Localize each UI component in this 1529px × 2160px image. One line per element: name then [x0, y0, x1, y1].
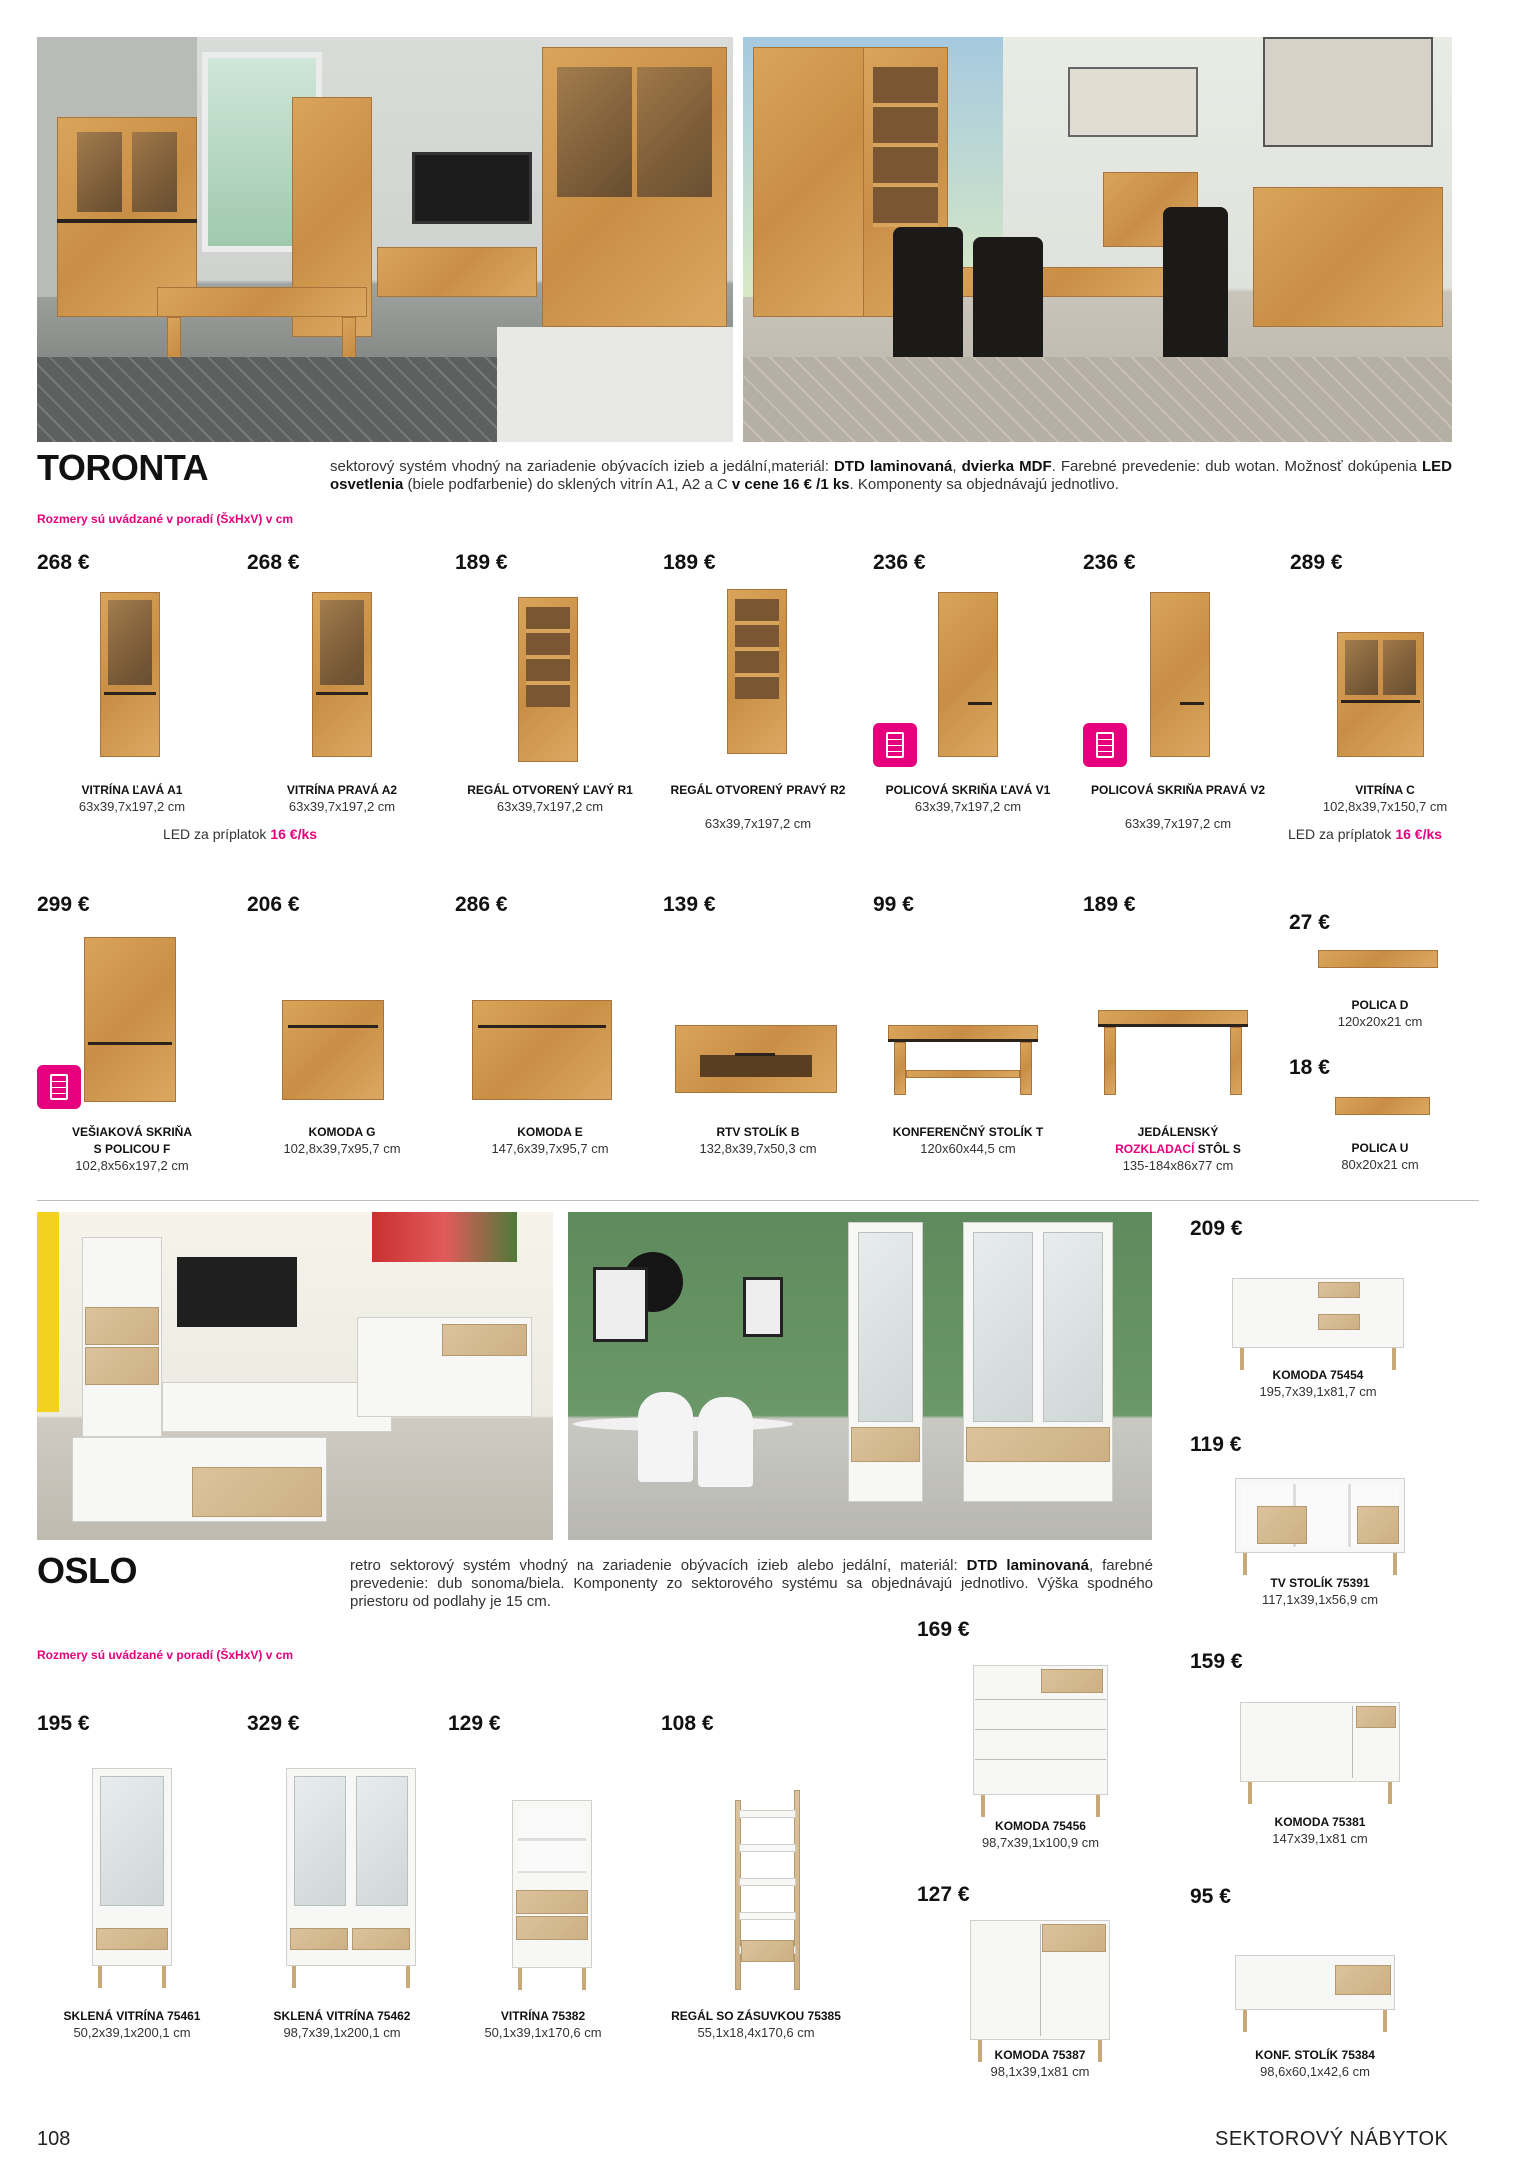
t-row1-handle-1: [316, 692, 368, 695]
toronta-title: TORONTA: [37, 447, 209, 488]
t-row2-leg-b-5: [1230, 1027, 1242, 1095]
o-right-d1-3: [1257, 1506, 1307, 1544]
o-right-price-2: 209 €: [1190, 1217, 1243, 1240]
t-row2-price-2: 286 €: [455, 893, 508, 916]
o-drawer-a-1: [290, 1928, 348, 1950]
t-row2-name1-4: KONFERENČNÝ STOLÍK T: [892, 1125, 1044, 1139]
oslo-title: OSLO: [37, 1550, 138, 1591]
toronta-dims-note: Rozmery sú uvádzané v poradí (ŠxHxV) v cm: [37, 512, 294, 526]
t-row1-handle-4: [968, 702, 992, 705]
t-row2-shelf-4: [906, 1070, 1020, 1078]
o-right-name-1: KOMODA 75387: [994, 2048, 1086, 2062]
toronta-dining-room-photo: [743, 37, 1452, 442]
o-ladder-shelf-3-0: [739, 1810, 796, 1818]
t-row1-name-4: POLICOVÁ SKRIŇA ĽAVÁ V1: [885, 783, 1051, 797]
o-right-leg-a-5: [1243, 2010, 1247, 2032]
t-row1-shelves-2: [526, 607, 570, 707]
o-glass-0: [100, 1776, 164, 1906]
t-row1-dims-6: 102,8x39,7x150,7 cm: [1322, 799, 1448, 814]
o-price-2: 129 €: [448, 1712, 501, 1735]
o-price-3: 108 €: [661, 1712, 714, 1735]
o-right-line-0-3: [975, 1759, 1106, 1760]
oslo-dining-room-photo: [568, 1212, 1152, 1540]
t-row1-dims-1: 63x39,7x197,2 cm: [288, 799, 396, 814]
o-price-1: 329 €: [247, 1712, 300, 1735]
t-row2-name1-3: RTV STOLÍK B: [716, 1125, 800, 1139]
t-row1-price-6: 289 €: [1290, 551, 1343, 574]
t-row2-dims-1: 102,8x39,7x95,7 cm: [283, 1141, 401, 1156]
t-row1-price-0: 268 €: [37, 551, 90, 574]
t-row2-leg-a-5: [1104, 1027, 1116, 1095]
t-row2-price-4: 99 €: [873, 893, 914, 916]
t-row2-image-0: [84, 937, 176, 1102]
o-name-0: SKLENÁ VITRÍNA 75461: [63, 2009, 201, 2023]
shelves-icon: [1096, 732, 1114, 758]
t-row1-image-5: [1150, 592, 1210, 757]
t-row1-price-4: 236 €: [873, 551, 926, 574]
t-row1-dims-0: 63x39,7x197,2 cm: [78, 799, 186, 814]
t-row1-name-1: VITRÍNA PRAVÁ A2: [286, 783, 398, 797]
o-right-dims-0: 98,7x39,1x100,9 cm: [981, 1835, 1100, 1850]
shelf-u-dims: 80x20x21 cm: [1341, 1157, 1419, 1172]
o-right-leg-a-0: [981, 1795, 985, 1817]
t-row2-name1-2: KOMODA E: [517, 1125, 583, 1139]
o-right-d1-1: [1042, 1924, 1106, 1952]
o-ladder-shelf-3-2: [739, 1878, 796, 1886]
o-right-leg-b-5: [1383, 2010, 1387, 2032]
t-row1-glass-b-6: [1383, 640, 1416, 695]
o-right-dims-4: 147x39,1x81 cm: [1272, 1831, 1368, 1846]
o-drawer-a-2: [516, 1890, 588, 1914]
o-drawer-0: [96, 1928, 168, 1950]
shelf-d-image: [1318, 950, 1438, 968]
o-leg-b-1: [406, 1966, 410, 1988]
page-number: 108: [37, 2128, 71, 2150]
t-row1-name-6: VITRÍNA C: [1355, 783, 1415, 797]
o-right-d2-2: [1318, 1314, 1360, 1330]
o-right-name-3: TV STOLÍK 75391: [1270, 1576, 1370, 1590]
o-right-dims-3: 117,1x39,1x56,9 cm: [1261, 1592, 1379, 1607]
o-ladder-drawer-3: [741, 1940, 794, 1962]
t-row2-name2-5: [1078, 1141, 1278, 1157]
o-leg-a-0: [98, 1966, 102, 1988]
t-row2-dims-4: 120x60x44,5 cm: [920, 1141, 1016, 1156]
oslo-dims-note: Rozmery sú uvádzané v poradí (ŠxHxV) v cm: [37, 1648, 294, 1662]
t-row1-name-2: REGÁL OTVORENÝ ĽAVÝ R1: [467, 783, 633, 797]
o-right-name-5: KONF. STOLÍK 75384: [1255, 2048, 1375, 2062]
t-row2-name1-5: JEDÁLENSKÝ: [1137, 1125, 1219, 1139]
t-row1-dims-3: 63x39,7x197,2 cm: [704, 816, 812, 831]
t-row2-handle-3: [735, 1053, 775, 1056]
o-right-leg-b-3: [1393, 1553, 1397, 1575]
o-right-price-1: 127 €: [917, 1883, 970, 1906]
t-row1-price-2: 189 €: [455, 551, 508, 574]
oslo-description: retro sektorový systém vhodný na zariadenie obývacích izieb alebo jedální, materiál: DTD laminovaná, farebné prevedenie: dub sonoma/biela. Komponenty zo sektorového systému sa objednávajú jednotlivo. Výška spodného priestoru od podlahy je 15 cm.: [350, 1557, 1153, 1610]
o-leg-a-2: [518, 1968, 522, 1990]
toronta-description: sektorový systém vhodný na zariadenie obývacích izieb a jedální,materiál: DTD laminovaná, dvierka MDF. Farebné prevedenie: dub wotan. Možnosť dokúpenia LED osvetlenia (biele podfarbenie) do sklených vitrín A1, A2 a C v cene 16 € /1 ks. Komponenty sa objednávajú jednotlivo.: [330, 458, 1452, 493]
oslo-living-room-photo: [37, 1212, 553, 1540]
t-row1-glass-0: [108, 600, 152, 685]
t-row2-open-3: [700, 1055, 812, 1077]
shelf-d-name: POLICA D: [1351, 998, 1409, 1012]
t-row1-dims-5: 63x39,7x197,2 cm: [1124, 816, 1232, 831]
t-row1-shelves-3: [735, 599, 779, 699]
shelf-u-price: 18 €: [1289, 1056, 1330, 1079]
wardrobe-badge: [37, 1065, 81, 1109]
o-right-leg-b-0: [1096, 1795, 1100, 1817]
o-name-1: SKLENÁ VITRÍNA 75462: [273, 2009, 411, 2023]
o-right-leg-a-4: [1248, 1782, 1252, 1804]
t-row2-price-3: 139 €: [663, 893, 716, 916]
t-row2-dims-0: 102,8x56x197,2 cm: [75, 1158, 189, 1173]
o-right-dims-2: 195,7x39,1x81,7 cm: [1259, 1384, 1377, 1399]
section-divider: [37, 1200, 1479, 1201]
o-dims-2: 50,1x39,1x170,6 cm: [484, 2025, 602, 2040]
t-row1-name-0: VITRÍNA ĽAVÁ A1: [81, 783, 183, 797]
t-row2-leg-b-4: [1020, 1042, 1032, 1095]
shelves-icon: [886, 732, 904, 758]
shelf-d-dims: 120x20x21 cm: [1337, 1014, 1423, 1029]
o-right-leg-a-3: [1243, 1553, 1247, 1575]
t-row2-dims-2: 147,6x39,7x95,7 cm: [491, 1141, 609, 1156]
t-row1-price-5: 236 €: [1083, 551, 1136, 574]
t-row2-price-1: 206 €: [247, 893, 300, 916]
t-row2-handle-0: [88, 1042, 172, 1045]
t-row1-handle-6: [1341, 700, 1420, 703]
o-right-name-4: KOMODA 75381: [1274, 1815, 1366, 1829]
t-row1-handle-0: [104, 692, 156, 695]
t-row1-glass-1: [320, 600, 364, 685]
t-row1-image-4: [938, 592, 998, 757]
shelves-icon: [50, 1074, 68, 1100]
t-row2-leg-a-4: [894, 1042, 906, 1095]
t-row1-price-1: 268 €: [247, 551, 300, 574]
o-dims-3: 55,1x18,4x170,6 cm: [697, 2025, 815, 2040]
o-open-2: [518, 1808, 586, 1873]
t-row2-dims-5: 135-184x86x77 cm: [1122, 1158, 1234, 1173]
o-leg-b-2: [582, 1968, 586, 1990]
t-row2-dims-3: 132,8x39,7x50,3 cm: [699, 1141, 817, 1156]
o-right-dims-1: 98,1x39,1x81 cm: [990, 2064, 1090, 2079]
o-right-line-0-1: [975, 1699, 1106, 1700]
t-row2-name1-1: KOMODA G: [308, 1125, 376, 1139]
o-right-line-0-2: [975, 1729, 1106, 1730]
led-note-a: LED za príplatok 16 €/ks: [162, 826, 318, 842]
t-row2-edge-4: [888, 1039, 1038, 1042]
t-row2-image-2: [472, 1000, 612, 1100]
shelf-u-name: POLICA U: [1351, 1141, 1409, 1155]
shelf-badge-1: [1083, 723, 1127, 767]
o-right-price-3: 119 €: [1190, 1433, 1242, 1456]
o-right-d1-0: [1041, 1669, 1103, 1693]
o-right-split-1: [1040, 1924, 1041, 2036]
shelf-u-image: [1335, 1097, 1430, 1115]
o-right-leg-b-4: [1388, 1782, 1392, 1804]
t-row1-name-5: POLICOVÁ SKRIŇA PRAVÁ V2: [1090, 783, 1266, 797]
stol-s-label: STÔL S: [1194, 1142, 1241, 1156]
t-row1-dims-2: 63x39,7x197,2 cm: [496, 799, 604, 814]
o-right-price-0: 169 €: [917, 1618, 970, 1641]
t-row2-handle-1: [288, 1025, 378, 1028]
led-note-c: LED za príplatok 16 €/ks: [1287, 826, 1443, 842]
shelf-badge-0: [873, 723, 917, 767]
t-row2-name1-0: VEŠIAKOVÁ SKRIŇA: [71, 1125, 193, 1139]
rozkladaci-label: ROZKLADACÍ: [1115, 1142, 1195, 1156]
o-glass-a-1: [294, 1776, 346, 1906]
o-ladder-shelf-3-1: [739, 1844, 796, 1852]
o-right-name-0: KOMODA 75456: [995, 1819, 1086, 1833]
o-drawer-b-2: [516, 1916, 588, 1940]
t-row1-dims-4: 63x39,7x197,2 cm: [914, 799, 1022, 814]
section-name: SEKTOROVÝ NÁBYTOK: [1215, 2128, 1449, 2150]
o-right-name-2: KOMODA 75454: [1272, 1368, 1364, 1382]
t-row2-image-1: [282, 1000, 384, 1100]
t-row2-price-0: 299 €: [37, 893, 90, 916]
o-dims-1: 98,7x39,1x200,1 cm: [283, 2025, 401, 2040]
o-price-0: 195 €: [37, 1712, 90, 1735]
o-drawer-b-1: [352, 1928, 410, 1950]
o-leg-a-1: [292, 1966, 296, 1988]
o-right-price-5: 95 €: [1190, 1885, 1231, 1908]
t-row1-name-3: REGÁL OTVORENÝ PRAVÝ R2: [670, 783, 846, 797]
o-right-d1-4: [1356, 1706, 1396, 1728]
o-right-d2-3: [1357, 1506, 1399, 1544]
t-row1-handle-5: [1180, 702, 1204, 705]
t-row2-name2-0: S POLICOU F: [93, 1142, 171, 1156]
o-dims-0: 50,2x39,1x200,1 cm: [73, 2025, 191, 2040]
t-row2-edge-5: [1098, 1024, 1248, 1027]
o-name-2: VITRÍNA 75382: [500, 2009, 586, 2023]
o-leg-b-0: [162, 1966, 166, 1988]
o-right-d1-2: [1318, 1282, 1360, 1298]
o-right-d1-5: [1335, 1965, 1391, 1995]
o-ladder-shelf-3-3: [739, 1912, 796, 1920]
toronta-living-room-photo: [37, 37, 733, 442]
o-name-3: REGÁL SO ZÁSUVKOU 75385: [671, 2009, 841, 2023]
o-right-split-4: [1352, 1706, 1353, 1778]
o-glass-b-1: [356, 1776, 408, 1906]
o-right-price-4: 159 €: [1190, 1650, 1243, 1673]
t-row1-price-3: 189 €: [663, 551, 716, 574]
t-row2-price-5: 189 €: [1083, 893, 1136, 916]
o-ladder-rail-b-3: [794, 1790, 800, 1990]
t-row2-handle-2: [478, 1025, 606, 1028]
t-row1-glass-a-6: [1345, 640, 1378, 695]
o-right-dims-5: 98,6x60,1x42,6 cm: [1260, 2064, 1370, 2079]
shelf-d-price: 27 €: [1289, 911, 1330, 934]
